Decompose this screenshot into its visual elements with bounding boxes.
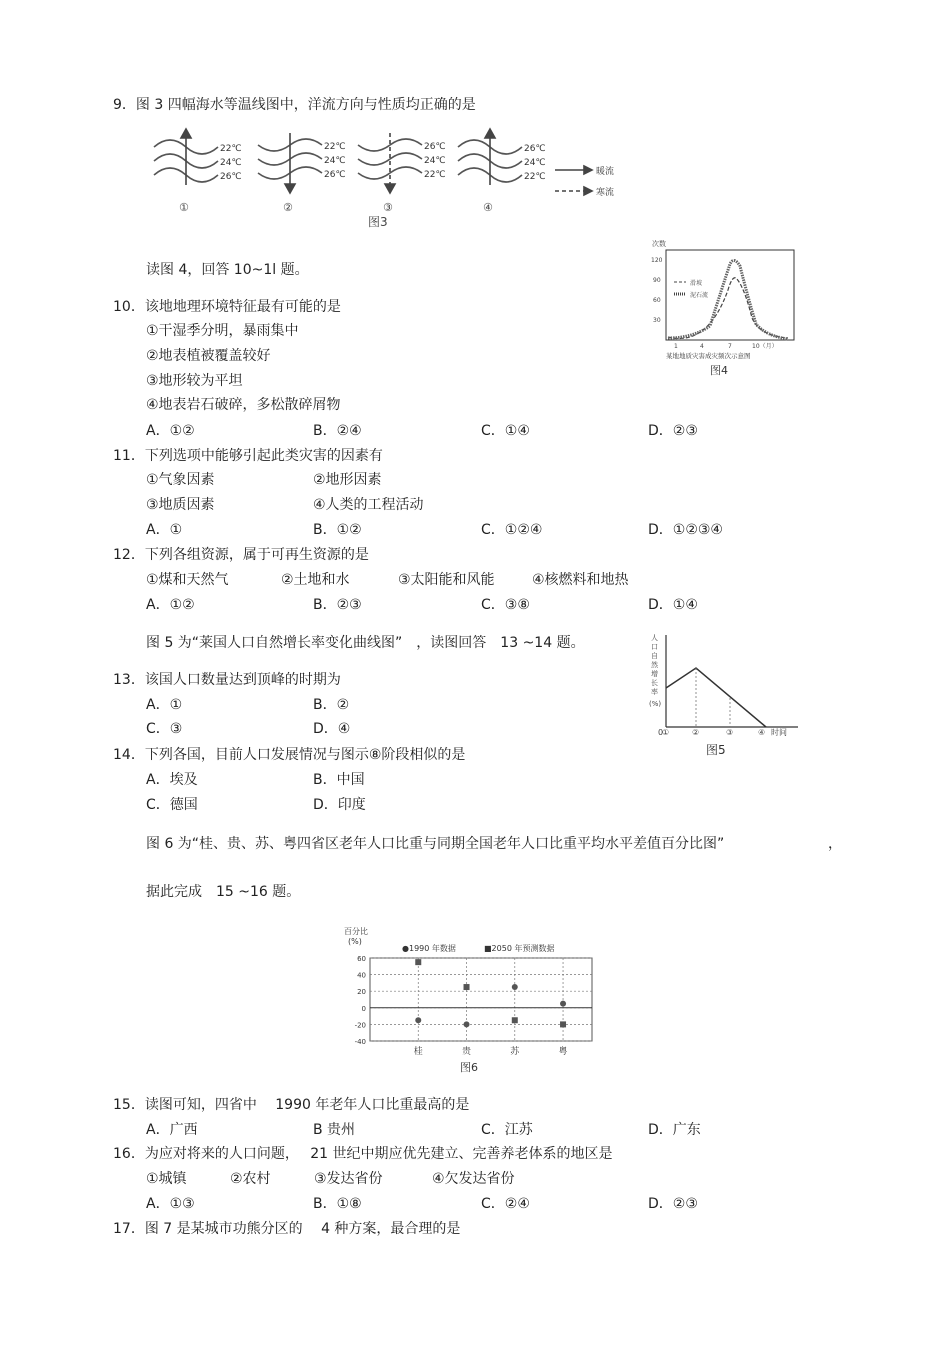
q11-item-3: ③地质因素 <box>146 497 215 513</box>
q13-option-a[interactable]: A．① <box>146 697 183 713</box>
fig6-xtick-label: 粤 <box>558 1047 568 1057</box>
fig5-ylabel-5: 增 <box>651 670 658 678</box>
q15-option-b[interactable]: B 贵州 <box>313 1122 356 1138</box>
fig3-label-3: ③ <box>383 201 393 214</box>
fig6-intro-2: 据此完成 15 ~16 题。 <box>146 884 301 900</box>
q10-item-4: ④地表岩石破碎，多松散碎屑物 <box>146 397 341 413</box>
q12-item-2: ②土地和水 <box>281 572 350 588</box>
fig5-ylabel-4: 然 <box>651 661 658 669</box>
fig5-ylabel-7: 率 <box>651 688 658 696</box>
fig5-origin: 0 <box>658 728 664 737</box>
fig6-plot-frame <box>370 958 592 1041</box>
fig4-subtitle: 某地地质灾害成灾频次示意图 <box>666 352 751 360</box>
q10-item-3: ③地形较为平坦 <box>146 373 243 389</box>
fig6-ytick-label: 0 <box>361 1004 366 1013</box>
q16-item-2: ②农村 <box>230 1171 271 1187</box>
q10-option-d[interactable]: D．②③ <box>648 423 698 439</box>
fig6-point-2050 <box>464 984 470 990</box>
fig5-xtick-3: ③ <box>726 728 734 737</box>
fig6-point-1990 <box>415 1017 421 1023</box>
fig5-ylabel-2: 口 <box>651 643 658 651</box>
q12-option-b[interactable]: B．②③ <box>313 597 362 613</box>
q13-option-b[interactable]: B．② <box>313 697 350 713</box>
fig6-caption: 图6 <box>460 1061 478 1074</box>
fig4-ytick-60: 60 <box>653 297 661 304</box>
q16-stem: 16．为应对将来的人口问题， 21 世纪中期应优先建立、完善养老体系的地区是 <box>113 1146 613 1162</box>
fig6-xtick-label: 苏 <box>510 1047 520 1057</box>
fig6-grid <box>370 958 592 1041</box>
fig3-p4-t2: 24℃ <box>524 158 546 168</box>
fig6-ytick-label: 20 <box>357 988 366 997</box>
fig5-xtick-4: ④ <box>758 728 766 737</box>
q15-option-a[interactable]: A．广西 <box>146 1122 198 1138</box>
fig3-legend-cold: 寒流 <box>596 188 615 198</box>
q16-item-1: ①城镇 <box>146 1171 187 1187</box>
fig4-ytick-120: 120 <box>651 257 663 264</box>
fig5-caption: 图5 <box>706 743 726 757</box>
fig6-xtick-label: 贵 <box>462 1047 472 1057</box>
q16-option-b[interactable]: B．①⑧ <box>313 1196 362 1212</box>
fig6-point-1990 <box>464 1021 470 1027</box>
figure-4 <box>648 238 800 378</box>
fig6-xtick-label: 桂 <box>413 1047 423 1057</box>
fig6-ytick-label: -20 <box>354 1021 366 1030</box>
q12-item-3: ③太阳能和风能 <box>398 572 495 588</box>
fig3-p4-t1: 26℃ <box>524 144 546 154</box>
fig4-ytick-30: 30 <box>653 317 661 324</box>
q11-option-a[interactable]: A．① <box>146 522 183 538</box>
fig4-xtick-1: 1 <box>674 343 678 350</box>
fig6-ylabel: 百分比 <box>344 927 368 936</box>
fig4-xtick-10: 10（月） <box>752 343 778 350</box>
fig5-ylabel-6: 长 <box>651 679 658 687</box>
fig4-xtick-4: 4 <box>700 343 704 350</box>
q14-option-d[interactable]: D．印度 <box>313 797 366 813</box>
q10-item-1: ①干湿季分明，暴雨集中 <box>146 323 299 339</box>
q11-option-b[interactable]: B．①② <box>313 522 362 538</box>
fig3-p2-t3: 26℃ <box>324 170 346 180</box>
q12-option-d[interactable]: D．①④ <box>648 597 698 613</box>
q14-option-a[interactable]: A．埃及 <box>146 772 198 788</box>
fig5-ylabel-1: 人 <box>651 634 658 642</box>
q16-option-c[interactable]: C．②④ <box>481 1196 530 1212</box>
fig6-point-2050 <box>415 959 421 965</box>
q15-stem: 15．读图可知，四省中 1990 年老年人口比重最高的是 <box>113 1097 470 1113</box>
fig3-label-2: ② <box>283 201 293 214</box>
fig3-p2-t2: 24℃ <box>324 156 346 166</box>
fig4-xtick-7: 7 <box>728 343 732 350</box>
q14-stem: 14．下列各国，目前人口发展情况与图示⑧阶段相似的是 <box>113 747 466 763</box>
q11-item-1: ①气象因素 <box>146 472 215 488</box>
fig3-p2-t1: 22℃ <box>324 142 346 152</box>
fig3-p3-t2: 24℃ <box>424 156 446 166</box>
q12-option-a[interactable]: A．①② <box>146 597 195 613</box>
q15-option-d[interactable]: D．广东 <box>648 1122 701 1138</box>
fig6-yunit: (%) <box>348 937 362 946</box>
fig4-ytick-90: 90 <box>653 277 661 284</box>
fig3-p3-t3: 22℃ <box>424 170 446 180</box>
fig5-xtick-2: ② <box>692 728 700 737</box>
fig6-intro: 图 6 为“桂、贵、苏、粤四省区老年人口比重与同期全国老年人口比重平均水平差值百分比图” <box>146 836 725 852</box>
fig6-point-1990 <box>512 984 518 990</box>
q13-option-c[interactable]: C．③ <box>146 721 183 737</box>
fig5-ylabel-3: 自 <box>651 652 658 660</box>
fig3-p3-t1: 26℃ <box>424 142 446 152</box>
read-fig4: 读图 4，回答 10~1l 题。 <box>146 262 309 278</box>
q11-item-2: ②地形因素 <box>313 472 382 488</box>
fig4-caption: 图4 <box>710 364 728 377</box>
fig5-xtick-1: ① <box>662 728 670 737</box>
fig5-xlabel: 时间 <box>771 728 787 737</box>
q11-stem: 11．下列选项中能够引起此类灾害的因素有 <box>113 448 383 464</box>
q14-option-c[interactable]: C．德国 <box>146 797 198 813</box>
fig5-intro: 图 5 为“莱国人口自然增长率变化曲线图” ，读图回答 13 ~14 题。 <box>146 635 585 651</box>
fig6-ytick-label: -40 <box>354 1038 366 1046</box>
fig4-legend-debrisflow: 泥石流 <box>690 292 709 299</box>
q12-stem: 12．下列各组资源，属于可再生资源的是 <box>113 547 369 563</box>
fig3-p1-t3: 26℃ <box>220 172 242 182</box>
fig6-xticks <box>414 1045 568 1057</box>
fig5-yunit: (%) <box>649 700 662 708</box>
fig6-marks <box>415 959 566 1027</box>
fig6-ytick-label: 60 <box>357 955 366 963</box>
figure-6-chart <box>338 925 602 1077</box>
q10-option-a[interactable]: A．①② <box>146 423 195 439</box>
q10-option-b[interactable]: B．②④ <box>313 423 362 439</box>
fig6-intro-comma: ， <box>828 836 842 852</box>
fig3-legend-warm: 暖流 <box>596 167 615 177</box>
q13-stem: 13．该国人口数量达到顶峰的时期为 <box>113 672 341 688</box>
q9-stem: 9．图 3 四幅海水等温线图中，洋流方向与性质均正确的是 <box>113 97 476 113</box>
fig6-point-1990 <box>560 1001 566 1007</box>
q11-option-d[interactable]: D．①②③④ <box>648 522 723 538</box>
fig3-label-1: ① <box>179 201 189 214</box>
q14-option-b[interactable]: B．中国 <box>313 772 365 788</box>
fig6-ytick-label: 40 <box>357 971 366 980</box>
fig3-p1-t1: 22℃ <box>220 144 242 154</box>
q13-option-d[interactable]: D．④ <box>313 721 351 737</box>
fig3-caption: 图3 <box>368 215 388 229</box>
q10-option-c[interactable]: C．①④ <box>481 423 530 439</box>
q12-item-1: ①煤和天然气 <box>146 572 229 588</box>
q10-item-2: ②地表植被覆盖较好 <box>146 348 271 364</box>
fig6-legend-1990: ●1990 年数据 <box>402 944 456 953</box>
fig6-yticks <box>355 955 366 1046</box>
q16-item-3: ③发达省份 <box>314 1171 383 1187</box>
fig6-point-2050 <box>512 1017 518 1023</box>
fig4-ylabel: 次数 <box>652 240 666 248</box>
q16-item-4: ④欠发达省份 <box>432 1171 515 1187</box>
figure-3 <box>140 125 630 235</box>
fig4-legend-landslide: 滑坡 <box>690 280 703 287</box>
fig3-label-4: ④ <box>483 201 493 214</box>
fig3-p1-t2: 24℃ <box>220 158 242 168</box>
q17-stem: 17．图 7 是某城市功熊分区的 4 种方案，最合理的是 <box>113 1221 461 1237</box>
q16-option-d[interactable]: D．②③ <box>648 1196 698 1212</box>
fig3-p4-t3: 22℃ <box>524 172 546 182</box>
figure-5 <box>648 630 803 765</box>
q10-stem: 10．该地地理环境特征最有可能的是 <box>113 299 341 315</box>
q12-item-4: ④核燃料和地热 <box>532 572 629 588</box>
fig6-legend-2050: ■2050 年预测数据 <box>484 944 555 953</box>
fig6-point-2050 <box>560 1021 566 1027</box>
q12-option-c[interactable]: C．③⑧ <box>481 597 530 613</box>
q16-option-a[interactable]: A．①③ <box>146 1196 195 1212</box>
q15-option-c[interactable]: C．江苏 <box>481 1122 533 1138</box>
q11-item-4: ④人类的工程活动 <box>313 497 424 513</box>
q11-option-c[interactable]: C．①②④ <box>481 522 543 538</box>
